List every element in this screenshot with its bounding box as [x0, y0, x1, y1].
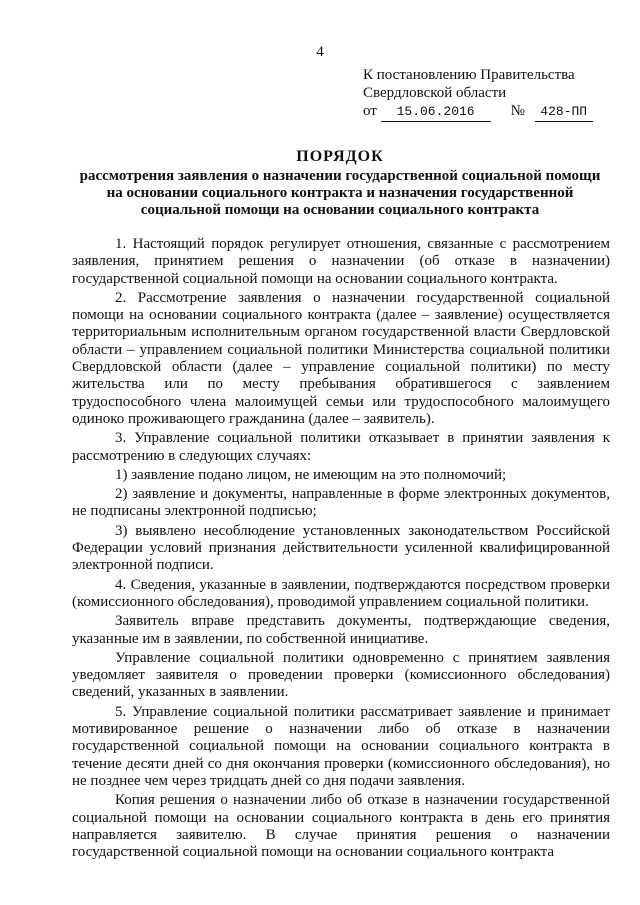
subtitle-line-1: рассмотрения заявления о назначении государственной социальной помощи — [79, 168, 601, 184]
paragraph: Копия решения о назначении либо об отказе в назначении государственной социальной помощи на основании социального контракта в день его принятия направляется заявителю. В случае принятия решения о назначении государственной социальной помощи на основании социального контракта — [72, 792, 610, 861]
paragraph: 2. Рассмотрение заявления о назначении государственной социальной помощи на основании социального контракта (далее – заявление) осуществляется территориальным исполнительным органом государственной власти Свердловской области – управлением социальной политики Министерства социальной политики Свердловской области (далее – управление социальной политики) по месту жительства или по месту пребывания обратившегося с заявлением трудоспособного члена малоимущей семьи или трудоспособного малоимущего одиноко проживающего гражданина (далее – заявитель). — [72, 289, 610, 427]
paragraph: Заявитель вправе представить документы, подтверждающие сведения, указанные им в заявлении, по собственной инициативе. — [72, 613, 610, 647]
date-prefix: от — [363, 103, 377, 119]
paragraph: 3) выявлено несоблюдение установленных законодательством Российской Федерации условий признания действительности усиленной квалифицированной электронной подписи. — [72, 522, 610, 574]
attachment-header — [363, 66, 633, 122]
attachment-line-2: Свердловской области — [363, 85, 507, 101]
attachment-line-1: К постановлению Правительства — [363, 67, 575, 83]
paragraph: 1. Настоящий порядок регулирует отношения, связанные с рассмотрением заявления, принятием решения о назначении (об отказе в назначении) государственной социальной помощи на основании социального контракта. — [72, 236, 610, 287]
decree-date: 15.06.2016 — [381, 103, 491, 122]
paragraph: Управление социальной политики одновременно с принятием заявления уведомляет заявителя о проведении проверки (комиссионного обследования) сведений, указанных в заявлении. — [72, 649, 610, 701]
paragraph: 1) заявление подано лицом, не имеющим на это полномочий; — [115, 466, 507, 483]
attachment-date-line — [363, 102, 633, 122]
paragraph: 5. Управление социальной политики рассматривает заявление и принимает мотивированное решение о назначении либо об отказе в назначении государственной социальной помощи на основании социального контракта в течение десяти дней со дня окончания проверки (комиссионного обследования), но не позднее чем через тридцать дней со дня подачи заявления. — [72, 703, 610, 789]
paragraph: 3. Управление социальной политики отказывает в принятии заявления к рассмотрению в следующих случаях: — [72, 430, 610, 464]
paragraph: 2) заявление и документы, направленные в форме электронных документов, не подписаны электронной подписью; — [72, 486, 610, 520]
subtitle-line-2: на основании социального контракта и назначения государственной — [106, 185, 574, 201]
document-title-block — [70, 148, 610, 219]
paragraph: 4. Сведения, указанные в заявлении, подтверждаются посредством проверки (комиссионного обследования), проводимой управлением социальной политики. — [72, 576, 610, 610]
subtitle-line-3: социальной помощи на основании социального контракта — [140, 202, 540, 218]
page-number: 4 — [316, 44, 324, 60]
document-title: ПОРЯДОК — [296, 148, 384, 165]
number-prefix: № — [510, 103, 525, 119]
decree-number: 428-ПП — [535, 103, 593, 122]
document-body — [72, 236, 610, 863]
